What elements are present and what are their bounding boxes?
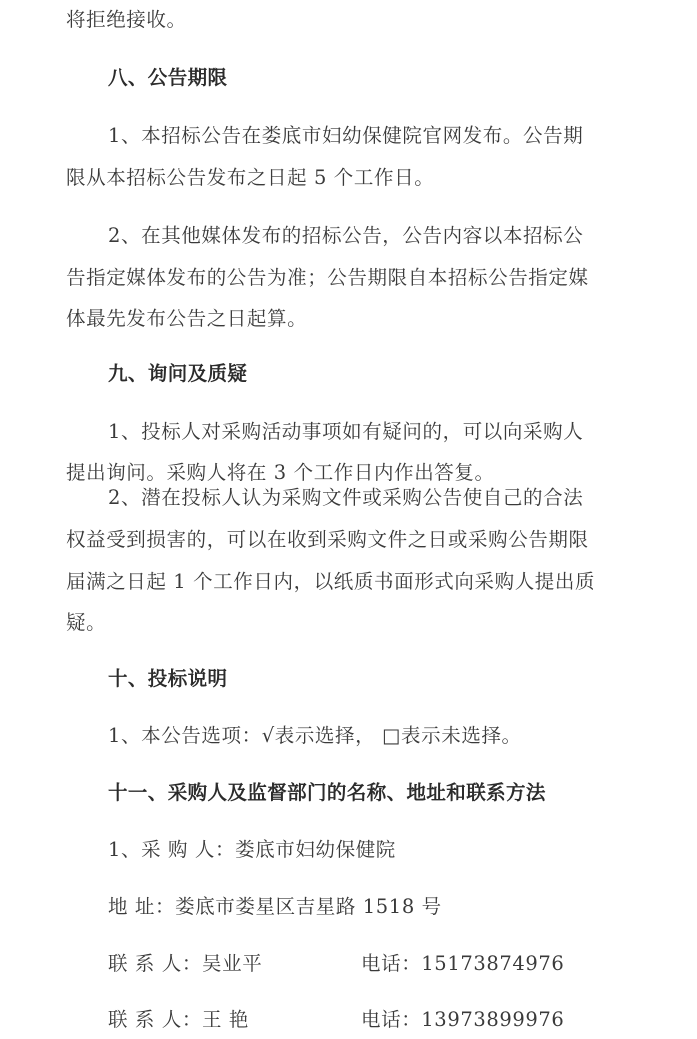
section-8-paragraph-2-line-3: 体最先发布公告之日起算。 [66,307,308,330]
contact-1-phone: 电话：15173874976 [361,952,565,975]
section-8-paragraph-2-line-2: 告指定媒体发布的公告为准；公告期限自本招标公告指定媒 [66,266,589,289]
section-8-paragraph-1-line-2: 限从本招标公告发布之日起 5 个工作日。 [66,166,435,189]
contact-2-name: 联 系 人：王 艳 [108,1008,249,1031]
contact-2-phone: 电话：13973899976 [361,1008,565,1031]
purchaser-line: 1、采 购 人：娄底市妇幼保健院 [108,838,396,861]
address-line: 地 址：娄底市娄星区吉星路 1518 号 [108,895,442,918]
section-10-paragraph-1: 1、本公告选项：√表示选择， □表示未选择。 [108,724,522,747]
contact-1-name: 联 系 人：吴业平 [108,952,263,975]
section-9-paragraph-2-line-4: 疑。 [66,611,107,634]
section-9-paragraph-2-line-1: 2、潜在投标人认为采购文件或采购公告使自己的合法 [108,486,584,509]
section-8-paragraph-2-line-1: 2、在其他媒体发布的招标公告，公告内容以本招标公 [108,224,584,247]
section-10-heading: 十、投标说明 [108,667,228,690]
section-8-heading: 八、公告期限 [108,66,228,89]
top-fragment-text: 将拒绝接收。 [66,8,187,31]
section-9-paragraph-1-line-1: 1、投标人对采购活动事项如有疑问的，可以向采购人 [108,420,584,443]
section-9-paragraph-1-line-2: 提出询问。采购人将在 3 个工作日内作出答复。 [66,461,495,484]
section-8-paragraph-1-line-1: 1、本招标公告在娄底市妇幼保健院官网发布。公告期 [108,124,584,147]
section-11-heading: 十一、采购人及监督部门的名称、地址和联系方法 [108,781,546,804]
section-9-paragraph-2-line-2: 权益受到损害的，可以在收到采购文件之日或采购公告期限 [66,528,589,551]
section-9-paragraph-2-line-3: 届满之日起 1 个工作日内，以纸质书面形式向采购人提出质 [66,570,596,593]
section-9-heading: 九、询问及质疑 [108,362,248,385]
